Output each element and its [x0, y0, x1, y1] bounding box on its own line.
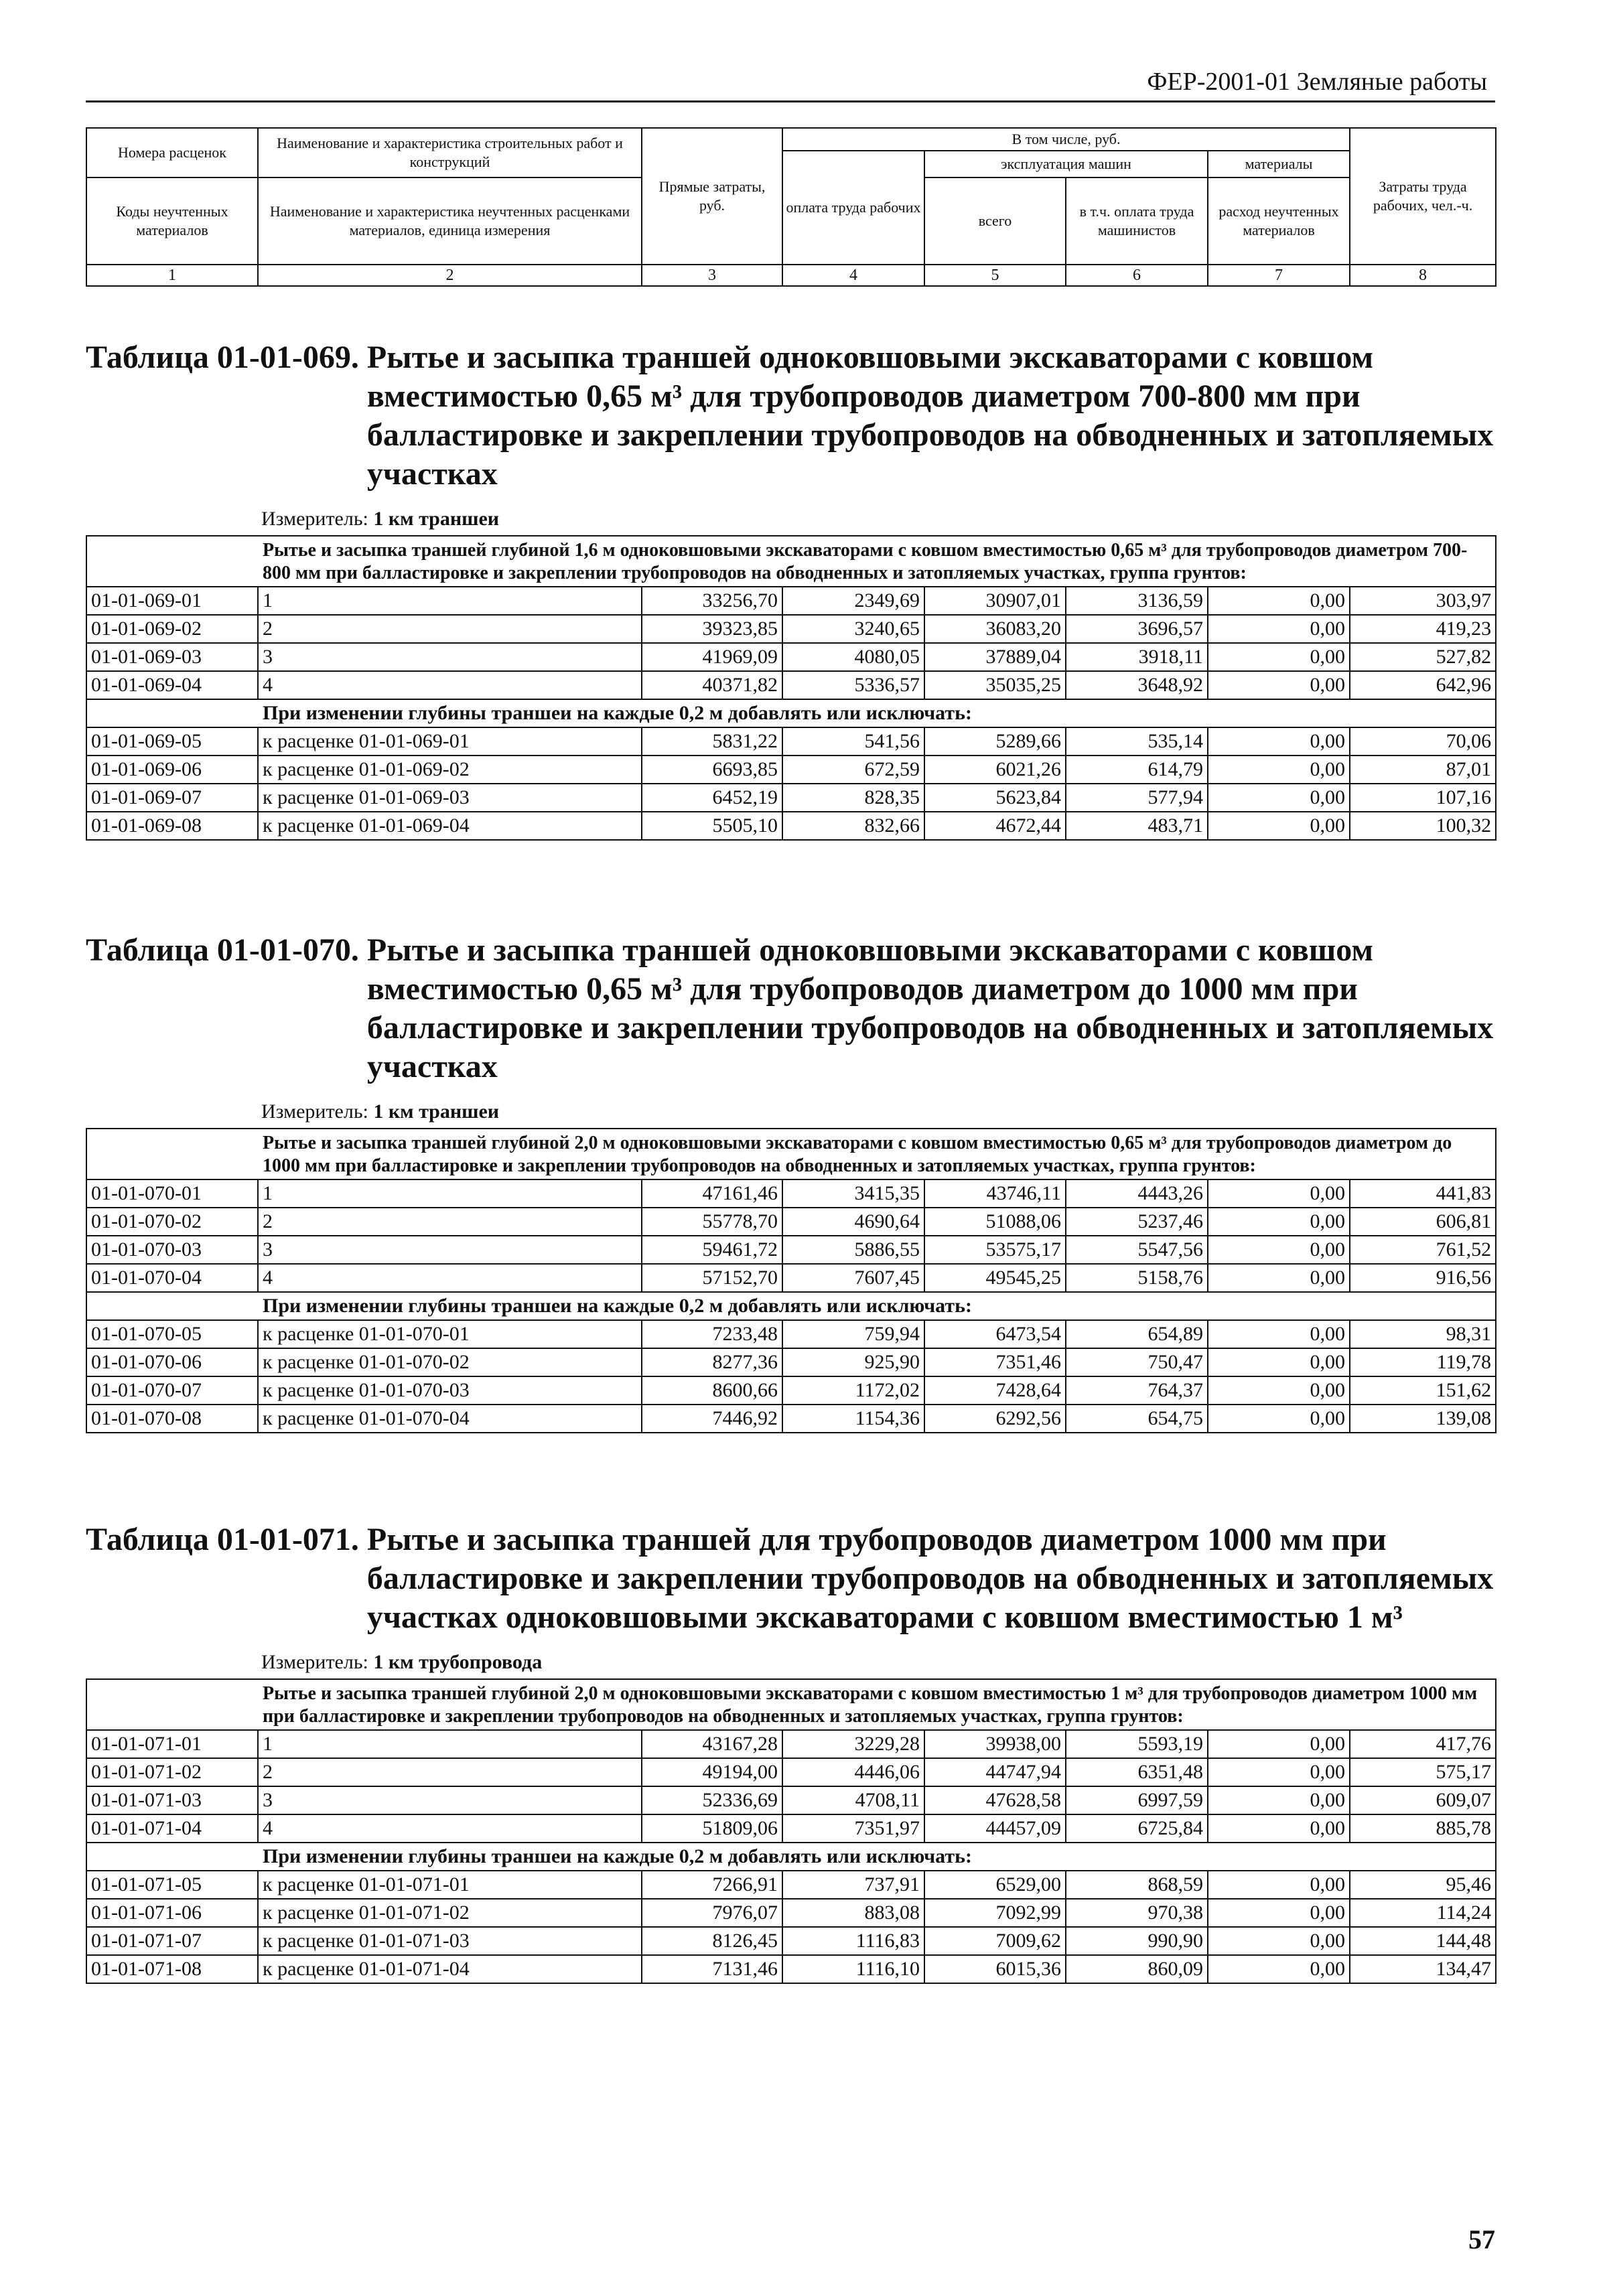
table-row: [86, 812, 1496, 840]
rate-name-cell: 1: [258, 587, 642, 615]
value-cell: 39938,00: [924, 1730, 1066, 1758]
value-cell: 970,38: [1066, 1899, 1208, 1927]
table-row: [86, 1786, 1496, 1814]
value-cell: 0,00: [1208, 756, 1350, 784]
table-section-070: [86, 931, 1495, 1433]
value-cell: 4690,64: [782, 1208, 924, 1236]
value-cell: 6015,36: [924, 1955, 1066, 1983]
rate-name-cell: к расценке 01-01-070-01: [258, 1320, 642, 1348]
header-work-name: Наименование и характеристика строительных работ и конструкций: [258, 128, 642, 177]
value-cell: 4708,11: [782, 1786, 924, 1814]
table-row: [86, 1758, 1496, 1786]
section-measure: [86, 1098, 1495, 1125]
header-direct-costs: Прямые затраты, руб.: [642, 128, 782, 265]
group-description: Рытье и засыпка траншей глубиной 2,0 м одноковшовыми экскаваторами с ковшом вместимостью 0,65 м³ для трубопроводов диаметром до 1000 мм при балластировке и закреплении трубопроводов на обводненных и затопляемых участках, группа грунтов:: [86, 1129, 1496, 1179]
value-cell: 0,00: [1208, 1927, 1350, 1955]
column-header-table: [86, 127, 1496, 287]
section-code: Таблица 01-01-069.: [86, 340, 359, 375]
value-cell: 761,52: [1350, 1236, 1496, 1264]
rate-name-cell: к расценке 01-01-071-02: [258, 1899, 642, 1927]
rate-code-cell: 01-01-071-02: [86, 1758, 258, 1786]
value-cell: 0,00: [1208, 1348, 1350, 1376]
table-row: [86, 587, 1496, 615]
header-rule: [86, 100, 1495, 102]
value-cell: 37889,04: [924, 643, 1066, 671]
rate-name-cell: к расценке 01-01-071-03: [258, 1927, 642, 1955]
value-cell: 6351,48: [1066, 1758, 1208, 1786]
value-cell: 7428,64: [924, 1376, 1066, 1405]
table-row: [86, 784, 1496, 812]
header-col-number: 2: [258, 265, 642, 286]
value-cell: 750,47: [1066, 1348, 1208, 1376]
value-cell: 55778,70: [642, 1208, 782, 1236]
value-cell: 441,83: [1350, 1179, 1496, 1208]
value-cell: 759,94: [782, 1320, 924, 1348]
value-cell: 7351,46: [924, 1348, 1066, 1376]
value-cell: 134,47: [1350, 1955, 1496, 1983]
section-measure: [86, 1649, 1495, 1676]
rate-name-cell: к расценке 01-01-069-02: [258, 756, 642, 784]
value-cell: 925,90: [782, 1348, 924, 1376]
value-cell: 33256,70: [642, 587, 782, 615]
value-cell: 7266,91: [642, 1871, 782, 1899]
value-cell: 606,81: [1350, 1208, 1496, 1236]
value-cell: 642,96: [1350, 671, 1496, 699]
value-cell: 30907,01: [924, 587, 1066, 615]
value-cell: 5593,19: [1066, 1730, 1208, 1758]
value-cell: 828,35: [782, 784, 924, 812]
value-cell: 144,48: [1350, 1927, 1496, 1955]
running-head: ФЕР-2001-01 Земляные работы: [1147, 68, 1487, 96]
value-cell: 7351,97: [782, 1814, 924, 1843]
value-cell: 1116,83: [782, 1927, 924, 1955]
value-cell: 119,78: [1350, 1348, 1496, 1376]
section-title-text: Рытье и засыпка траншей одноковшовыми экскаваторами с ковшом вместимостью 0,65 м³ для трубопроводов диаметром 700-800 мм при балластировке и закреплении трубопроводов на обводненных и затопляемых участках: [366, 340, 1494, 492]
value-cell: 6693,85: [642, 756, 782, 784]
value-cell: 44747,94: [924, 1758, 1066, 1786]
rate-code-cell: 01-01-071-04: [86, 1814, 258, 1843]
value-cell: 49194,00: [642, 1758, 782, 1786]
value-cell: 527,82: [1350, 643, 1496, 671]
rate-code-cell: 01-01-069-03: [86, 643, 258, 671]
table-row: [86, 671, 1496, 699]
value-cell: 39323,85: [642, 615, 782, 643]
value-cell: 8277,36: [642, 1348, 782, 1376]
value-cell: 5336,57: [782, 671, 924, 699]
value-cell: 0,00: [1208, 1871, 1350, 1899]
value-cell: 303,97: [1350, 587, 1496, 615]
rate-name-cell: к расценке 01-01-071-01: [258, 1871, 642, 1899]
header-material-names: Наименование и характеристика неучтенных расценками материалов, единица измерения: [258, 177, 642, 265]
value-cell: 0,00: [1208, 812, 1350, 840]
value-cell: 609,07: [1350, 1786, 1496, 1814]
measure-value: 1 км трубопровода: [373, 1651, 543, 1673]
table-section-071: [86, 1520, 1495, 1984]
table-row: [86, 1236, 1496, 1264]
table-row: [86, 1730, 1496, 1758]
depth-change-note: При изменении глубины траншеи на каждые 0,2 м добавлять или исключать:: [86, 1292, 1496, 1320]
measure-value: 1 км траншеи: [373, 508, 500, 530]
depth-change-note: При изменении глубины траншеи на каждые 0,2 м добавлять или исключать:: [86, 1843, 1496, 1871]
value-cell: 4080,05: [782, 643, 924, 671]
value-cell: 5831,22: [642, 727, 782, 756]
value-cell: 737,91: [782, 1871, 924, 1899]
value-cell: 6021,26: [924, 756, 1066, 784]
value-cell: 43167,28: [642, 1730, 782, 1758]
value-cell: 2349,69: [782, 587, 924, 615]
rate-name-cell: 4: [258, 1264, 642, 1292]
rate-code-cell: 01-01-070-07: [86, 1376, 258, 1405]
header-col-number: 6: [1066, 265, 1208, 286]
value-cell: 577,94: [1066, 784, 1208, 812]
group-description: Рытье и засыпка траншей глубиной 1,6 м одноковшовыми экскаваторами с ковшом вместимостью 0,65 м³ для трубопроводов диаметром 700-800 мм при балластировке и закреплении трубопроводов на обводненных и затопляемых участках, группа грунтов:: [86, 536, 1496, 587]
table-row: [86, 1955, 1496, 1983]
value-cell: 885,78: [1350, 1814, 1496, 1843]
value-cell: 87,01: [1350, 756, 1496, 784]
section-code: Таблица 01-01-070.: [86, 932, 359, 968]
value-cell: 1154,36: [782, 1405, 924, 1433]
value-cell: 0,00: [1208, 1376, 1350, 1405]
header-col-number: 1: [86, 265, 258, 286]
rates-table: [86, 1128, 1496, 1433]
rate-code-cell: 01-01-069-04: [86, 671, 258, 699]
value-cell: 832,66: [782, 812, 924, 840]
table-row: [86, 756, 1496, 784]
value-cell: 0,00: [1208, 587, 1350, 615]
rate-code-cell: 01-01-069-07: [86, 784, 258, 812]
value-cell: 0,00: [1208, 1730, 1350, 1758]
value-cell: 7607,45: [782, 1264, 924, 1292]
value-cell: 764,37: [1066, 1376, 1208, 1405]
table-row: [86, 643, 1496, 671]
value-cell: 5237,46: [1066, 1208, 1208, 1236]
value-cell: 5547,56: [1066, 1236, 1208, 1264]
rate-name-cell: к расценке 01-01-070-03: [258, 1376, 642, 1405]
depth-change-note: При изменении глубины траншеи на каждые 0,2 м добавлять или исключать:: [86, 699, 1496, 727]
rate-name-cell: к расценке 01-01-069-04: [258, 812, 642, 840]
rate-name-cell: 3: [258, 1236, 642, 1264]
value-cell: 3415,35: [782, 1179, 924, 1208]
rate-code-cell: 01-01-070-05: [86, 1320, 258, 1348]
measure-label: Измеритель:: [261, 508, 368, 530]
value-cell: 0,00: [1208, 643, 1350, 671]
value-cell: 43746,11: [924, 1179, 1066, 1208]
value-cell: 0,00: [1208, 1786, 1350, 1814]
value-cell: 1116,10: [782, 1955, 924, 1983]
table-row: [86, 1814, 1496, 1843]
table-row: [86, 1179, 1496, 1208]
measure-label: Измеритель:: [261, 1651, 368, 1673]
table-section-069: [86, 338, 1495, 841]
value-cell: 7976,07: [642, 1899, 782, 1927]
value-cell: 575,17: [1350, 1758, 1496, 1786]
value-cell: 3136,59: [1066, 587, 1208, 615]
header-material-usage: расход неучтенных материалов: [1208, 177, 1350, 265]
value-cell: 654,89: [1066, 1320, 1208, 1348]
value-cell: 0,00: [1208, 1208, 1350, 1236]
value-cell: 7446,92: [642, 1405, 782, 1433]
header-operator-pay: в т.ч. оплата труда машинистов: [1066, 177, 1208, 265]
header-worker-pay: оплата труда рабочих: [782, 151, 924, 265]
header-material-codes: Коды неучтенных материалов: [86, 177, 258, 265]
value-cell: 47161,46: [642, 1179, 782, 1208]
table-row: [86, 1871, 1496, 1899]
value-cell: 3918,11: [1066, 643, 1208, 671]
rate-code-cell: 01-01-071-01: [86, 1730, 258, 1758]
value-cell: 8600,66: [642, 1376, 782, 1405]
value-cell: 7009,62: [924, 1927, 1066, 1955]
rate-code-cell: 01-01-070-04: [86, 1264, 258, 1292]
value-cell: 0,00: [1208, 671, 1350, 699]
rate-code-cell: 01-01-071-08: [86, 1955, 258, 1983]
rate-name-cell: к расценке 01-01-071-04: [258, 1955, 642, 1983]
rate-name-cell: 4: [258, 671, 642, 699]
value-cell: 0,00: [1208, 1179, 1350, 1208]
value-cell: 151,62: [1350, 1376, 1496, 1405]
rate-code-cell: 01-01-071-05: [86, 1871, 258, 1899]
header-col-number: 7: [1208, 265, 1350, 286]
value-cell: 0,00: [1208, 1955, 1350, 1983]
value-cell: 483,71: [1066, 812, 1208, 840]
rate-code-cell: 01-01-069-06: [86, 756, 258, 784]
rate-name-cell: 1: [258, 1179, 642, 1208]
value-cell: 0,00: [1208, 1899, 1350, 1927]
value-cell: 49545,25: [924, 1264, 1066, 1292]
value-cell: 614,79: [1066, 756, 1208, 784]
header-rate-numbers: Номера расценок: [86, 128, 258, 177]
value-cell: 6473,54: [924, 1320, 1066, 1348]
measure-value: 1 км траншеи: [373, 1100, 500, 1123]
section-title-text: Рытье и засыпка траншей для трубопроводов диаметром 1000 мм при балластировке и закреплении трубопроводов на обводненных и затопляемых участках одноковшовыми экскаваторами с ковшом вместимостью 1 м³: [366, 1522, 1494, 1635]
table-row: [86, 1208, 1496, 1236]
value-cell: 57152,70: [642, 1264, 782, 1292]
table-row: [86, 1405, 1496, 1433]
table-row: [86, 1927, 1496, 1955]
rate-code-cell: 01-01-070-03: [86, 1236, 258, 1264]
value-cell: 36083,20: [924, 615, 1066, 643]
value-cell: 5505,10: [642, 812, 782, 840]
rate-code-cell: 01-01-070-02: [86, 1208, 258, 1236]
table-row: [86, 1320, 1496, 1348]
table-row: [86, 1264, 1496, 1292]
group-description: Рытье и засыпка траншей глубиной 2,0 м одноковшовыми экскаваторами с ковшом вместимостью 1 м³ для трубопроводов диаметром 1000 мм при балластировке и закреплении трубопроводов на обводненных и затопляемых участках, группа грунтов:: [86, 1679, 1496, 1730]
rate-name-cell: к расценке 01-01-069-03: [258, 784, 642, 812]
value-cell: 6452,19: [642, 784, 782, 812]
value-cell: 98,31: [1350, 1320, 1496, 1348]
rate-name-cell: 2: [258, 615, 642, 643]
value-cell: 541,56: [782, 727, 924, 756]
header-col-number: 3: [642, 265, 782, 286]
value-cell: 0,00: [1208, 727, 1350, 756]
value-cell: 654,75: [1066, 1405, 1208, 1433]
rate-code-cell: 01-01-069-02: [86, 615, 258, 643]
value-cell: 868,59: [1066, 1871, 1208, 1899]
value-cell: 114,24: [1350, 1899, 1496, 1927]
header-col-number: 4: [782, 265, 924, 286]
value-cell: 0,00: [1208, 1814, 1350, 1843]
value-cell: 44457,09: [924, 1814, 1066, 1843]
value-cell: 535,14: [1066, 727, 1208, 756]
value-cell: 51088,06: [924, 1208, 1066, 1236]
value-cell: 5289,66: [924, 727, 1066, 756]
rate-code-cell: 01-01-070-01: [86, 1179, 258, 1208]
value-cell: 3240,65: [782, 615, 924, 643]
value-cell: 5886,55: [782, 1236, 924, 1264]
value-cell: 0,00: [1208, 1264, 1350, 1292]
value-cell: 4443,26: [1066, 1179, 1208, 1208]
value-cell: 0,00: [1208, 784, 1350, 812]
value-cell: 40371,82: [642, 671, 782, 699]
rate-name-cell: 2: [258, 1758, 642, 1786]
section-title: [86, 338, 1495, 494]
value-cell: 419,23: [1350, 615, 1496, 643]
rates-table: [86, 535, 1496, 841]
header-materials: материалы: [1208, 151, 1350, 177]
value-cell: 7092,99: [924, 1899, 1066, 1927]
value-cell: 6725,84: [1066, 1814, 1208, 1843]
value-cell: 860,09: [1066, 1955, 1208, 1983]
rate-name-cell: 1: [258, 1730, 642, 1758]
value-cell: 6529,00: [924, 1871, 1066, 1899]
value-cell: 916,56: [1350, 1264, 1496, 1292]
rate-code-cell: 01-01-071-07: [86, 1927, 258, 1955]
value-cell: 417,76: [1350, 1730, 1496, 1758]
value-cell: 51809,06: [642, 1814, 782, 1843]
value-cell: 59461,72: [642, 1236, 782, 1264]
rate-code-cell: 01-01-070-06: [86, 1348, 258, 1376]
section-code: Таблица 01-01-071.: [86, 1522, 359, 1557]
value-cell: 3648,92: [1066, 671, 1208, 699]
rate-code-cell: 01-01-071-03: [86, 1786, 258, 1814]
value-cell: 7233,48: [642, 1320, 782, 1348]
value-cell: 95,46: [1350, 1871, 1496, 1899]
table-row: [86, 1376, 1496, 1405]
value-cell: 6292,56: [924, 1405, 1066, 1433]
value-cell: 883,08: [782, 1899, 924, 1927]
header-col-number: 5: [924, 265, 1066, 286]
value-cell: 4446,06: [782, 1758, 924, 1786]
value-cell: 4672,44: [924, 812, 1066, 840]
section-title: [86, 931, 1495, 1086]
value-cell: 41969,09: [642, 643, 782, 671]
value-cell: 1172,02: [782, 1376, 924, 1405]
header-labor-hours: Затраты труда рабочих, чел.-ч.: [1350, 128, 1496, 265]
value-cell: 0,00: [1208, 1405, 1350, 1433]
value-cell: 990,90: [1066, 1927, 1208, 1955]
rate-code-cell: 01-01-069-08: [86, 812, 258, 840]
section-title: [86, 1520, 1495, 1637]
header-including: В том числе, руб.: [782, 128, 1350, 151]
value-cell: 6997,59: [1066, 1786, 1208, 1814]
value-cell: 3229,28: [782, 1730, 924, 1758]
table-row: [86, 1348, 1496, 1376]
section-title-text: Рытье и засыпка траншей одноковшовыми экскаваторами с ковшом вместимостью 0,65 м³ для трубопроводов диаметром до 1000 мм при балластировке и закреплении трубопроводов на обводненных и затопляемых участках: [366, 932, 1494, 1084]
value-cell: 672,59: [782, 756, 924, 784]
value-cell: 53575,17: [924, 1236, 1066, 1264]
value-cell: 139,08: [1350, 1405, 1496, 1433]
rate-name-cell: 3: [258, 643, 642, 671]
value-cell: 100,32: [1350, 812, 1496, 840]
rate-code-cell: 01-01-069-01: [86, 587, 258, 615]
header-machines-total: всего: [924, 177, 1066, 265]
rate-name-cell: к расценке 01-01-070-04: [258, 1405, 642, 1433]
value-cell: 52336,69: [642, 1786, 782, 1814]
header-machine-operation: эксплуатация машин: [924, 151, 1208, 177]
section-measure: [86, 506, 1495, 532]
value-cell: 107,16: [1350, 784, 1496, 812]
rate-name-cell: к расценке 01-01-070-02: [258, 1348, 642, 1376]
value-cell: 0,00: [1208, 1758, 1350, 1786]
value-cell: 70,06: [1350, 727, 1496, 756]
header-col-number: 8: [1350, 265, 1496, 286]
rate-name-cell: 4: [258, 1814, 642, 1843]
value-cell: 0,00: [1208, 615, 1350, 643]
table-row: [86, 1899, 1496, 1927]
rate-code-cell: 01-01-069-05: [86, 727, 258, 756]
value-cell: 3696,57: [1066, 615, 1208, 643]
page-number: 57: [1468, 2224, 1495, 2254]
measure-label: Измеритель:: [261, 1100, 368, 1123]
value-cell: 0,00: [1208, 1236, 1350, 1264]
table-row: [86, 727, 1496, 756]
value-cell: 35035,25: [924, 671, 1066, 699]
rate-name-cell: 3: [258, 1786, 642, 1814]
value-cell: 5623,84: [924, 784, 1066, 812]
rate-name-cell: 2: [258, 1208, 642, 1236]
table-row: [86, 615, 1496, 643]
value-cell: 47628,58: [924, 1786, 1066, 1814]
value-cell: 5158,76: [1066, 1264, 1208, 1292]
rate-code-cell: 01-01-070-08: [86, 1405, 258, 1433]
rate-name-cell: к расценке 01-01-069-01: [258, 727, 642, 756]
value-cell: 7131,46: [642, 1955, 782, 1983]
rate-code-cell: 01-01-071-06: [86, 1899, 258, 1927]
value-cell: 8126,45: [642, 1927, 782, 1955]
rates-table: [86, 1678, 1496, 1984]
value-cell: 0,00: [1208, 1320, 1350, 1348]
